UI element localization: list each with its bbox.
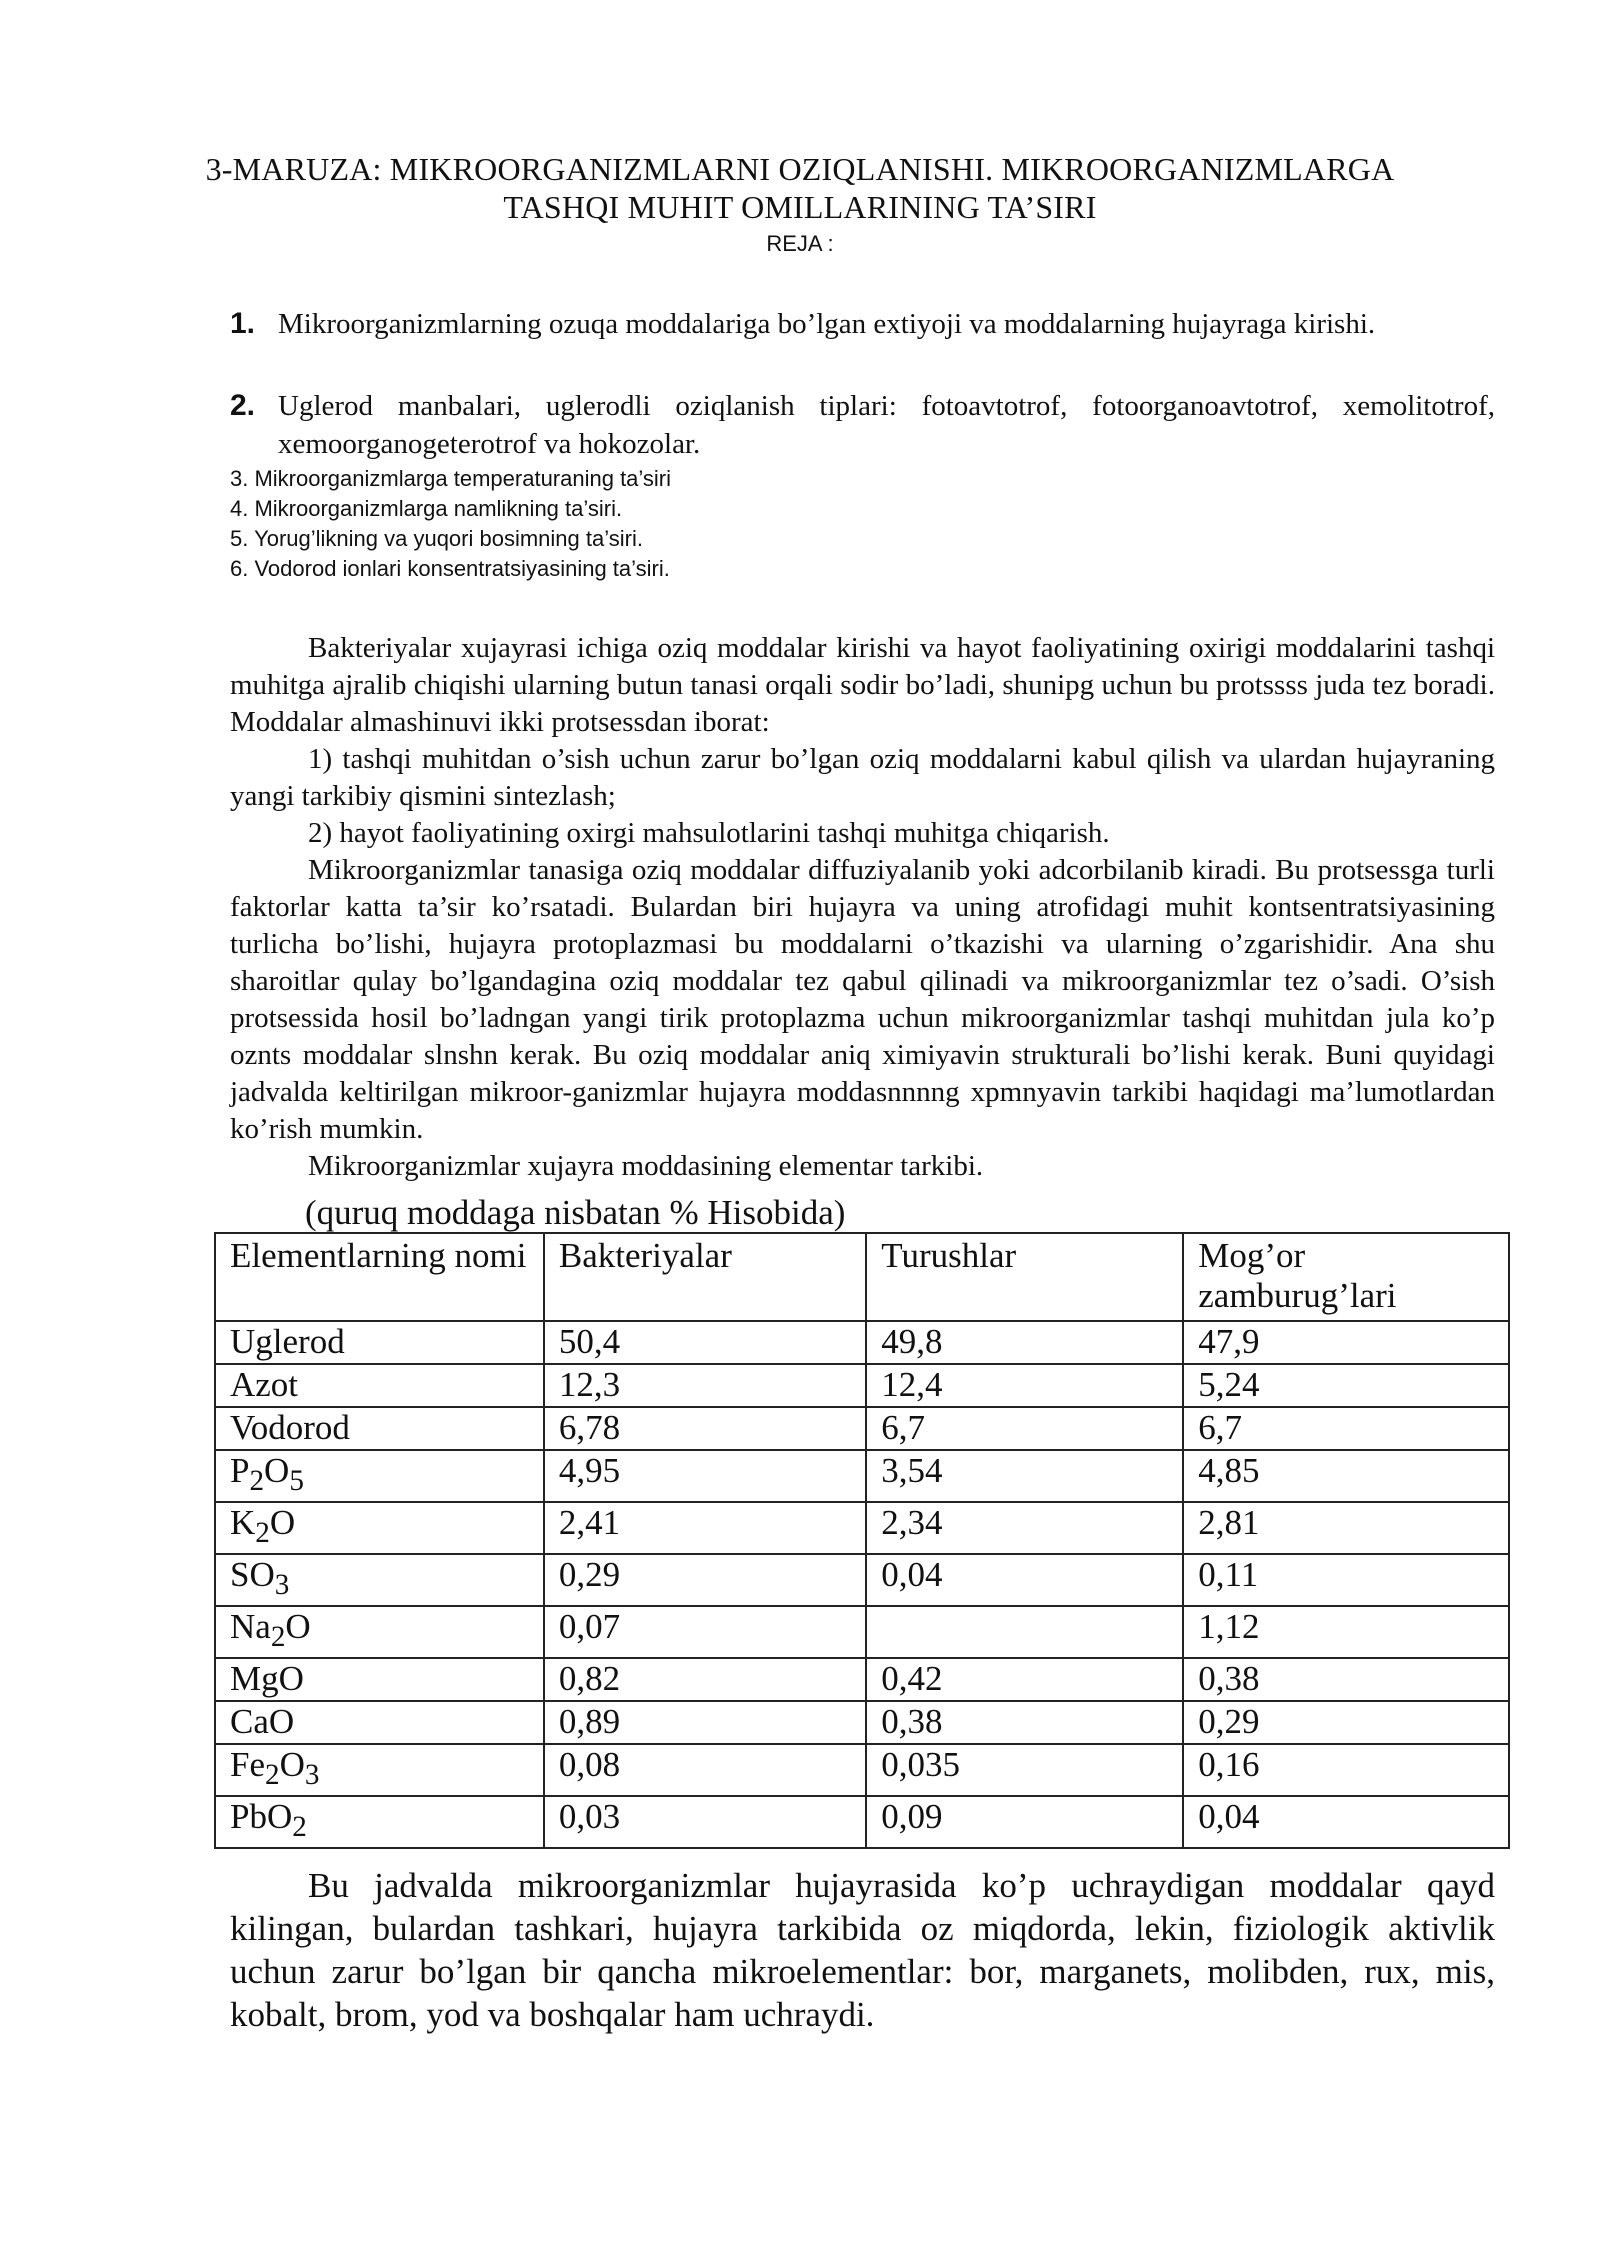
element-symbol: Na bbox=[230, 1607, 271, 1646]
value-turushlar: 0,42 bbox=[866, 1658, 1183, 1701]
paragraph-process-2: 2) hayot faoliyatining oxirgi mahsulotlarini tashqi muhitga chiqarish. bbox=[308, 817, 1110, 849]
element-subscript: 2 bbox=[265, 1759, 280, 1791]
closing-paragraph: Bu jadvalda mikroorganizmlar hujayrasida ko’p uchraydigan moddalar qayd kilingan, bulardan tashkari, hujayra tarkibida oz miqdorda, lekin, fiziologik aktivlik uchun zarur bo’lgan bir qancha mikroelementlar: bor, marganets, molibden, rux, mis, kobalt, brom, yod va boshqalar ham uchraydi. bbox=[230, 1866, 1495, 2034]
main-body-text bbox=[230, 630, 1495, 1185]
table-header-turushlar: Turushlar bbox=[866, 1233, 1183, 1321]
element-name bbox=[215, 1744, 544, 1796]
value-bakteriyalar: 0,03 bbox=[544, 1796, 866, 1848]
element-name: Uglerod bbox=[215, 1321, 544, 1364]
element-name: Azot bbox=[215, 1364, 544, 1407]
value-bakteriyalar: 0,82 bbox=[544, 1658, 866, 1701]
element-name bbox=[215, 1606, 544, 1658]
element-subscript: 5 bbox=[289, 1465, 304, 1497]
value-bakteriyalar: 6,78 bbox=[544, 1407, 866, 1450]
element-symbol: O bbox=[264, 1451, 290, 1490]
element-name bbox=[215, 1796, 544, 1848]
element-name: MgO bbox=[215, 1658, 544, 1701]
table-row bbox=[215, 1606, 1509, 1658]
element-symbol: Fe bbox=[230, 1745, 265, 1784]
element-symbol: O bbox=[269, 1503, 296, 1542]
element-subscript: 2 bbox=[270, 1621, 286, 1653]
element-symbol: O bbox=[279, 1745, 305, 1784]
element-subscript: 3 bbox=[274, 1569, 290, 1601]
document-title-line-1: 3-MARUZA: MIKROORGANIZMLARNI OZIQLANISHI. MIKROORGANIZMLARGA bbox=[205, 151, 1395, 187]
element-name bbox=[215, 1502, 544, 1554]
element-subscript: 2 bbox=[249, 1465, 265, 1497]
table-header-row bbox=[215, 1233, 1509, 1321]
element-symbol: O bbox=[285, 1607, 311, 1646]
element-name: CaO bbox=[215, 1701, 544, 1744]
plan-item-6: 6. Vodorod ionlari konsentratsiyasining ta’siri. bbox=[230, 556, 670, 581]
table-row bbox=[215, 1744, 1509, 1796]
value-mogor: 0,11 bbox=[1183, 1554, 1509, 1606]
value-bakteriyalar: 2,41 bbox=[544, 1502, 866, 1554]
value-turushlar: 12,4 bbox=[866, 1364, 1183, 1407]
paragraph-process-1: 1) tashqi muhitdan o’sish uchun zarur bo’lgan oziq moddalarni kabul qilish va ulardan hujayraning yangi tarkibiy qismini sintezlash; bbox=[230, 743, 1495, 812]
value-bakteriyalar: 4,95 bbox=[544, 1450, 866, 1502]
value-mogor: 0,16 bbox=[1183, 1744, 1509, 1796]
element-symbol: PbO bbox=[230, 1797, 293, 1836]
value-turushlar: 6,7 bbox=[866, 1407, 1183, 1450]
paragraph-intro: Bakteriyalar xujayrasi ichiga oziq moddalar kirishi va hayot faoliyatining oxirigi moddalarini tashqi muhitga ajralib chiqishi ularning butun tanasi orqali sodir bo’ladi, shunipg uchun bu protssss juda tez boradi. Moddalar almashinuvi ikki protsessdan iborat: bbox=[230, 632, 1495, 738]
value-bakteriyalar: 50,4 bbox=[544, 1321, 866, 1364]
value-mogor: 2,81 bbox=[1183, 1502, 1509, 1554]
value-turushlar: 0,04 bbox=[866, 1554, 1183, 1606]
element-name: Vodorod bbox=[215, 1407, 544, 1450]
plan-item-number: 2. bbox=[230, 389, 256, 422]
value-turushlar: 2,34 bbox=[866, 1502, 1183, 1554]
value-bakteriyalar: 0,89 bbox=[544, 1701, 866, 1744]
value-turushlar: 3,54 bbox=[866, 1450, 1183, 1502]
value-bakteriyalar: 0,08 bbox=[544, 1744, 866, 1796]
plan-item-text: Mikroorganizmlarning ozuqa moddalariga bo’lgan extiyoji va moddalarning hujayraga kirishi. bbox=[278, 308, 1376, 340]
element-symbol: SO bbox=[230, 1555, 275, 1594]
element-subscript: 2 bbox=[292, 1811, 307, 1843]
value-turushlar: 0,09 bbox=[866, 1796, 1183, 1848]
plan-item-4: 4. Mikroorganizmlarga namlikning ta’siri. bbox=[230, 496, 623, 521]
table-row bbox=[215, 1796, 1509, 1848]
element-composition-table bbox=[214, 1232, 1510, 1849]
plan-item-3: 3. Mikroorganizmlarga temperaturaning ta’siri bbox=[230, 466, 672, 491]
value-bakteriyalar: 12,3 bbox=[544, 1364, 866, 1407]
table-header-bakteriyalar: Bakteriyalar bbox=[544, 1233, 866, 1321]
element-subscript: 2 bbox=[255, 1517, 270, 1549]
element-symbol: K bbox=[230, 1503, 256, 1542]
table-row bbox=[215, 1554, 1509, 1606]
table-row bbox=[215, 1407, 1509, 1450]
plan-item-text: Uglerod manbalari, uglerodli oziqlanish tiplari: fotoavtotrof, fotoorganoavtotrof, xemolitotrof, xemoorganogeterotrof va hokozolar. bbox=[278, 390, 1495, 460]
plan-item-number: 1. bbox=[230, 307, 256, 340]
value-turushlar: 49,8 bbox=[866, 1321, 1183, 1364]
element-subscript: 3 bbox=[304, 1759, 320, 1791]
value-mogor: 0,29 bbox=[1183, 1701, 1509, 1744]
element-symbol: P bbox=[230, 1451, 250, 1490]
value-mogor: 0,38 bbox=[1183, 1658, 1509, 1701]
value-mogor: 4,85 bbox=[1183, 1450, 1509, 1502]
table-header-element: Elementlarning nomi bbox=[215, 1233, 544, 1321]
table-row bbox=[215, 1450, 1509, 1502]
value-mogor: 47,9 bbox=[1183, 1321, 1509, 1364]
table-row bbox=[215, 1502, 1509, 1554]
value-mogor: 6,7 bbox=[1183, 1407, 1509, 1450]
table-row bbox=[215, 1701, 1509, 1744]
paragraph-nutrient-uptake: Mikroorganizmlar tanasiga oziq moddalar diffuziyalanib yoki adcorbilanib kiradi. Bu protsessga turli faktorlar katta ta’sir ko’rsatadi. Bulardan biri hujayra va uning atrofidagi muhit kontsentratsiyasining turlicha bo’lishi, hujayra protoplazmasi bu moddalarni o’tkazishi va ularning o’zgarishidir. Ana shu sharoitlar qulay bo’lgandagina oziq moddalar tez qabul qilinadi va mikroorganizmlar tez o’sadi. O’sish protsessida hosil bo’ladngan yangi tirik protoplazma uchun mikroorganizmlar tashqi muhitdan jula ko’p oznts moddalar slnshn kerak. Bu oziq moddalar aniq ximiyavin strukturali bo’lishi kerak. Buni quyidagi jadvalda keltirilgan mikroor-ganizmlar hujayra moddasnnnng xpmnyavin tarkibi haqidagi ma’lumotlardan ko’rish mumkin. bbox=[230, 854, 1495, 1145]
value-bakteriyalar: 0,29 bbox=[544, 1554, 866, 1606]
table-row bbox=[215, 1321, 1509, 1364]
element-name bbox=[215, 1450, 544, 1502]
value-mogor: 0,04 bbox=[1183, 1796, 1509, 1848]
value-mogor: 1,12 bbox=[1183, 1606, 1509, 1658]
value-turushlar bbox=[866, 1606, 1183, 1658]
value-turushlar: 0,38 bbox=[866, 1701, 1183, 1744]
table-row bbox=[215, 1658, 1509, 1701]
plan-item-5: 5. Yorug’likning va yuqori bosimning ta’siri. bbox=[230, 526, 643, 551]
value-mogor: 5,24 bbox=[1183, 1364, 1509, 1407]
table-header-mogor: Mog’or zamburug’lari bbox=[1183, 1233, 1509, 1321]
table-caption: (quruq moddaga nisbatan % Hisobida) bbox=[305, 1193, 846, 1232]
plan-item-2 bbox=[230, 387, 1495, 463]
element-name bbox=[215, 1554, 544, 1606]
table-row bbox=[215, 1364, 1509, 1407]
plan-item-1 bbox=[230, 305, 1495, 343]
paragraph-table-intro: Mikroorganizmlar xujayra moddasining elementar tarkibi. bbox=[308, 1150, 984, 1182]
plan-heading: REJA : bbox=[766, 231, 834, 256]
document-title-line-2: TASHQI MUHIT OMILLARINING TA’SIRI bbox=[503, 189, 1097, 225]
value-turushlar: 0,035 bbox=[866, 1744, 1183, 1796]
value-bakteriyalar: 0,07 bbox=[544, 1606, 866, 1658]
